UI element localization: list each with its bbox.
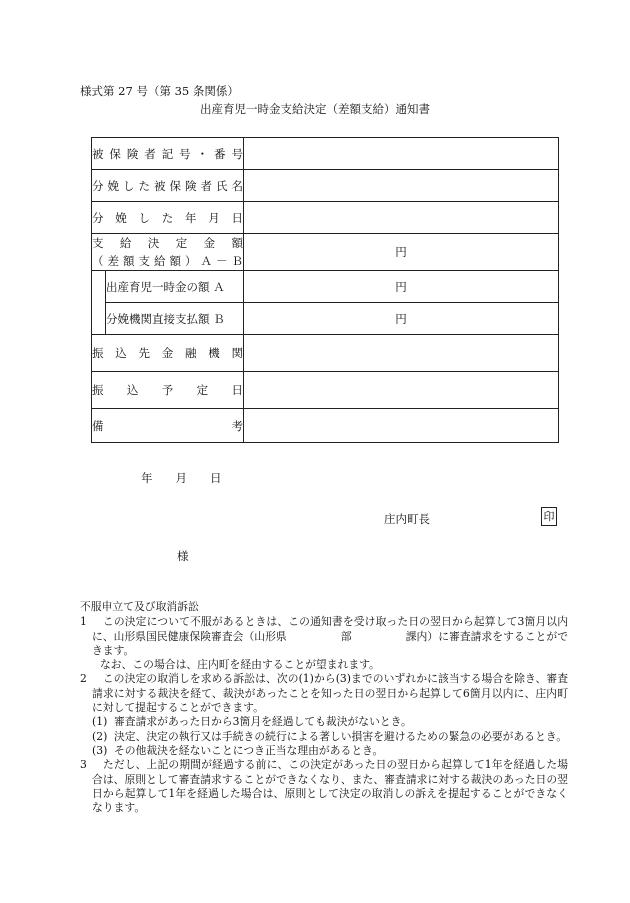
note-item-1-text: この決定について不服があるときは、この通知書を受け取った日の翌日から起算して3箇月以内に、山形県国民健康保険審査会（山形県 部 課内）に審査請求をすることができます。 <box>92 615 568 657</box>
insured-name-label: 分娩した被保険者氏名 <box>92 170 244 202</box>
direct-payment-field[interactable] <box>244 303 559 335</box>
yen-unit: 円 <box>395 245 407 259</box>
row-insured-number <box>92 138 559 170</box>
insured-number-field[interactable] <box>244 138 559 170</box>
note-sub-2-number: (2) <box>92 729 108 743</box>
seal-mark: 印 <box>541 507 557 526</box>
document-title: 出産育児一時金支給決定（差額支給）通知書 <box>200 102 430 116</box>
note-item-2-text: この決定の取消しを求める訴訟は、次の(1)から(3)までのいずれかに該当する場合を除き、審査請求に対する裁決を経て、裁決があったことを知った日の翌日から起算して6箇月以内に、庄内町に対して提起することができます。 <box>92 672 568 715</box>
transfer-date-label: 振込予定日 <box>92 372 244 409</box>
note-sub-3 <box>80 744 568 758</box>
note-item-1 <box>80 615 568 658</box>
direct-payment-label: 分娩機関直接支払額 Ｂ <box>106 303 244 335</box>
delivery-date-label: 分娩した年月日 <box>92 202 244 234</box>
row-decision-amount <box>92 234 559 271</box>
decision-amount-label-line2: （差額支給額）Ａ－Ｂ <box>92 254 243 268</box>
note-sub-1-text: 審査請求があった日から3箇月を経過しても裁決がないとき。 <box>114 715 412 729</box>
row-bank <box>92 335 559 372</box>
recipient-suffix: 様 <box>177 549 189 563</box>
remarks-label <box>92 409 244 443</box>
note-item-3 <box>80 758 568 815</box>
row-lump-sum <box>92 271 559 303</box>
note-sub-3-text: その他裁決を経ないことにつき正当な理由があるとき。 <box>114 743 384 757</box>
indent-spacer <box>92 271 106 335</box>
note-item-2 <box>80 672 568 715</box>
note-item-1-remark: なお、この場合は、庄内町を経由することが望まれます。 <box>100 658 380 672</box>
decision-amount-label-line1: 支給決定金額 <box>92 236 243 250</box>
note-sub-2 <box>80 730 568 744</box>
issue-date: 年 月 日 <box>141 471 222 485</box>
yen-unit: 円 <box>395 311 407 326</box>
note-sub-2-text: 決定、決定の執行又は手続きの続行による著しい損害を避けるための緊急の必要があるとき。 <box>114 729 568 743</box>
bank-field[interactable] <box>244 335 559 372</box>
notes-heading: 不服申立て及び取消訴訟 <box>80 600 199 613</box>
lump-sum-label: 出産育児一時金の額 Ａ <box>106 271 244 303</box>
note-item-2-number: 2 <box>80 672 87 686</box>
appeal-notes <box>80 600 568 815</box>
row-insured-name <box>92 170 559 202</box>
note-sub-1-number: (1) <box>92 715 108 729</box>
bank-label: 振込先金融機関 <box>92 335 244 372</box>
row-transfer-date <box>92 372 559 409</box>
form-number: 様式第 27 号（第 35 条関係） <box>80 84 239 98</box>
remarks-field[interactable] <box>244 409 559 443</box>
decision-amount-label <box>92 234 244 271</box>
remarks-label-char1: 備 <box>92 418 104 433</box>
benefit-decision-table <box>91 137 559 443</box>
lump-sum-field[interactable] <box>244 271 559 303</box>
delivery-date-field[interactable] <box>244 202 559 234</box>
decision-amount-field[interactable] <box>244 234 559 271</box>
row-delivery-date <box>92 202 559 234</box>
note-sub-1 <box>80 715 568 729</box>
note-item-1-number: 1 <box>80 615 87 629</box>
insured-name-field[interactable] <box>244 170 559 202</box>
yen-unit: 円 <box>395 279 407 294</box>
insured-number-label: 被保険者記号・番号 <box>92 138 244 170</box>
row-direct-payment <box>92 303 559 335</box>
row-remarks <box>92 409 559 443</box>
remarks-label-char2: 考 <box>231 418 243 433</box>
transfer-date-field[interactable] <box>244 372 559 409</box>
note-item-3-text: ただし、上記の期間が経過する前に、この決定があった日の翌日から起算して1年を経過した場合は、原則として審査請求することができなくなり、また、審査請求に対する裁決のあった日の翌日から起算して1年を経過した場合は、原則として決定の取消しの訴えを提起することができなくなります。 <box>92 758 568 815</box>
mayor-title: 庄内町長 <box>384 512 430 526</box>
note-sub-3-number: (3) <box>92 743 108 757</box>
note-item-3-number: 3 <box>80 758 87 772</box>
